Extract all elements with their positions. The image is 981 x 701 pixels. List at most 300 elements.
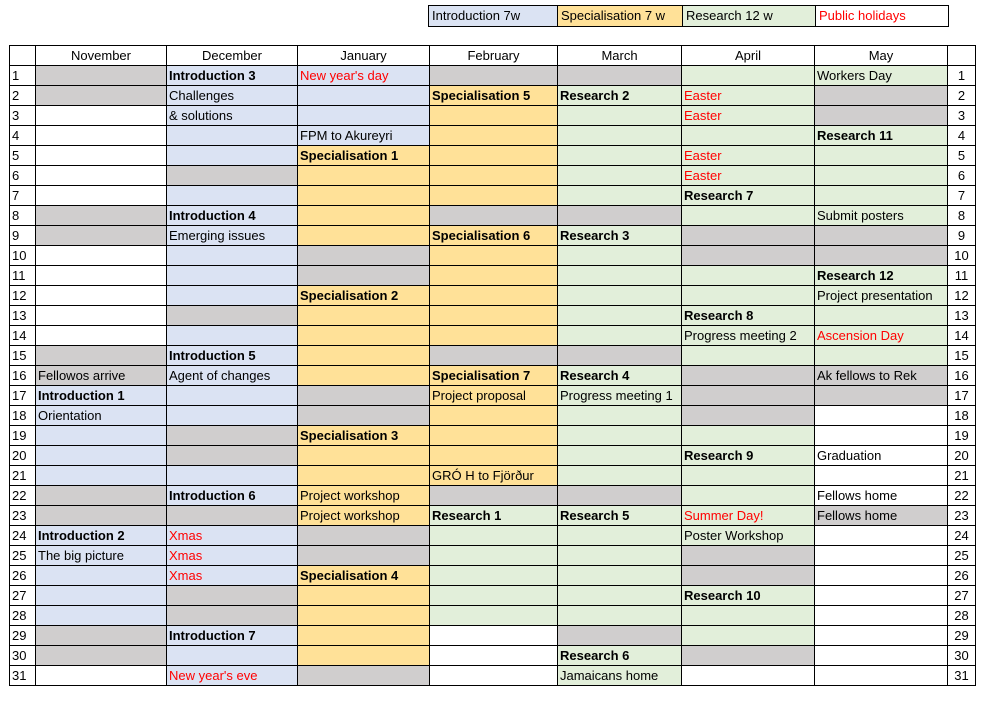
cell-february-29[interactable] [430,626,558,646]
cell-december-13[interactable] [167,306,298,326]
day-number-left[interactable]: 6 [10,166,36,186]
cell-february-18[interactable] [430,406,558,426]
cell-january-21[interactable] [298,466,430,486]
cell-january-15[interactable] [298,346,430,366]
day-number-right[interactable]: 14 [948,326,976,346]
cell-april-7[interactable]: Research 7 [682,186,815,206]
cell-march-18[interactable] [558,406,682,426]
cell-may-12[interactable]: Project presentation [815,286,948,306]
cell-december-9[interactable]: Emerging issues [167,226,298,246]
cell-february-9[interactable]: Specialisation 6 [430,226,558,246]
cell-november-14[interactable] [36,326,167,346]
day-number-left[interactable]: 25 [10,546,36,566]
cell-january-29[interactable] [298,626,430,646]
cell-november-28[interactable] [36,606,167,626]
cell-february-3[interactable] [430,106,558,126]
day-number-left[interactable]: 3 [10,106,36,126]
cell-february-14[interactable] [430,326,558,346]
day-number-right[interactable]: 2 [948,86,976,106]
cell-december-12[interactable] [167,286,298,306]
day-number-right[interactable]: 27 [948,586,976,606]
legend-item-introduction-7w[interactable]: Introduction 7w [429,6,558,26]
day-number-left[interactable]: 30 [10,646,36,666]
cell-march-25[interactable] [558,546,682,566]
day-number-left[interactable]: 26 [10,566,36,586]
cell-may-25[interactable] [815,546,948,566]
table-row [10,126,976,146]
cell-january-4[interactable]: FPM to Akureyri [298,126,430,146]
day-number-right[interactable]: 24 [948,526,976,546]
day-number-left[interactable]: 5 [10,146,36,166]
cell-may-14[interactable]: Ascension Day [815,326,948,346]
cell-april-17[interactable] [682,386,815,406]
cell-january-25[interactable] [298,546,430,566]
cell-december-30[interactable] [167,646,298,666]
cell-march-20[interactable] [558,446,682,466]
cell-january-24[interactable] [298,526,430,546]
cell-april-9[interactable] [682,226,815,246]
cell-april-18[interactable] [682,406,815,426]
cell-january-9[interactable] [298,226,430,246]
cell-december-18[interactable] [167,406,298,426]
cell-february-4[interactable] [430,126,558,146]
cell-april-26[interactable] [682,566,815,586]
day-number-left[interactable]: 7 [10,186,36,206]
cell-may-9[interactable] [815,226,948,246]
cell-may-23[interactable]: Fellows home [815,506,948,526]
cell-march-30[interactable]: Research 6 [558,646,682,666]
cell-april-11[interactable] [682,266,815,286]
legend-item-public-holidays[interactable]: Public holidays [816,6,949,26]
cell-march-14[interactable] [558,326,682,346]
day-number-right[interactable]: 18 [948,406,976,426]
cell-november-26[interactable] [36,566,167,586]
cell-march-7[interactable] [558,186,682,206]
cell-march-22[interactable] [558,486,682,506]
cell-may-10[interactable] [815,246,948,266]
cell-april-23[interactable]: Summer Day! [682,506,815,526]
day-number-left[interactable]: 20 [10,446,36,466]
day-number-right[interactable]: 16 [948,366,976,386]
month-header-may[interactable]: May [815,46,948,66]
cell-march-1[interactable] [558,66,682,86]
cell-may-8[interactable]: Submit posters [815,206,948,226]
day-number-right[interactable]: 10 [948,246,976,266]
cell-january-20[interactable] [298,446,430,466]
day-number-left[interactable]: 15 [10,346,36,366]
cell-december-11[interactable] [167,266,298,286]
cell-december-10[interactable] [167,246,298,266]
cell-march-8[interactable] [558,206,682,226]
cell-february-16[interactable]: Specialisation 7 [430,366,558,386]
cell-may-13[interactable] [815,306,948,326]
cell-february-13[interactable] [430,306,558,326]
cell-november-20[interactable] [36,446,167,466]
cell-november-25[interactable]: The big picture [36,546,167,566]
day-number-left[interactable]: 12 [10,286,36,306]
cell-february-8[interactable] [430,206,558,226]
cell-february-27[interactable] [430,586,558,606]
cell-may-26[interactable] [815,566,948,586]
month-header-row [10,46,976,66]
month-header-april[interactable]: April [682,46,815,66]
cell-december-16[interactable]: Agent of changes [167,366,298,386]
cell-february-10[interactable] [430,246,558,266]
cell-november-8[interactable] [36,206,167,226]
day-number-right[interactable]: 3 [948,106,976,126]
table-row [10,566,976,586]
cell-april-8[interactable] [682,206,815,226]
cell-november-22[interactable] [36,486,167,506]
cell-january-17[interactable] [298,386,430,406]
day-number-left[interactable]: 14 [10,326,36,346]
day-number-right[interactable]: 12 [948,286,976,306]
cell-december-19[interactable] [167,426,298,446]
cell-january-23[interactable]: Project workshop [298,506,430,526]
cell-february-31[interactable] [430,666,558,686]
cell-december-5[interactable] [167,146,298,166]
cell-december-8[interactable]: Introduction 4 [167,206,298,226]
cell-march-3[interactable] [558,106,682,126]
cell-january-11[interactable] [298,266,430,286]
table-row [10,646,976,666]
cell-february-21[interactable]: GRÓ H to Fjörður [430,466,558,486]
cell-january-31[interactable] [298,666,430,686]
cell-april-24[interactable]: Poster Workshop [682,526,815,546]
cell-december-6[interactable] [167,166,298,186]
cell-february-25[interactable] [430,546,558,566]
cell-february-28[interactable] [430,606,558,626]
cell-march-17[interactable]: Progress meeting 1 [558,386,682,406]
cell-may-3[interactable] [815,106,948,126]
day-number-right[interactable]: 21 [948,466,976,486]
cell-march-2[interactable]: Research 2 [558,86,682,106]
cell-december-29[interactable]: Introduction 7 [167,626,298,646]
cell-may-7[interactable] [815,186,948,206]
cell-january-8[interactable] [298,206,430,226]
cell-december-22[interactable]: Introduction 6 [167,486,298,506]
cell-march-15[interactable] [558,346,682,366]
cell-january-18[interactable] [298,406,430,426]
cell-november-15[interactable] [36,346,167,366]
cell-march-24[interactable] [558,526,682,546]
cell-february-12[interactable] [430,286,558,306]
legend-item-research-12-w[interactable]: Research 12 w [683,6,816,26]
cell-march-29[interactable] [558,626,682,646]
day-number-left[interactable]: 4 [10,126,36,146]
cell-february-26[interactable] [430,566,558,586]
table-row [10,286,976,306]
cell-december-1[interactable]: Introduction 3 [167,66,298,86]
cell-march-31[interactable]: Jamaicans home [558,666,682,686]
cell-december-24[interactable]: Xmas [167,526,298,546]
cell-december-23[interactable] [167,506,298,526]
cell-february-20[interactable] [430,446,558,466]
cell-november-2[interactable] [36,86,167,106]
cell-march-4[interactable] [558,126,682,146]
cell-april-29[interactable] [682,626,815,646]
cell-may-18[interactable] [815,406,948,426]
cell-april-25[interactable] [682,546,815,566]
cell-april-21[interactable] [682,466,815,486]
cell-january-16[interactable] [298,366,430,386]
cell-december-3[interactable]: & solutions [167,106,298,126]
cell-december-7[interactable] [167,186,298,206]
cell-march-23[interactable]: Research 5 [558,506,682,526]
cell-may-20[interactable]: Graduation [815,446,948,466]
cell-december-17[interactable] [167,386,298,406]
cell-december-25[interactable]: Xmas [167,546,298,566]
day-number-left[interactable]: 9 [10,226,36,246]
day-number-left[interactable]: 28 [10,606,36,626]
cell-november-27[interactable] [36,586,167,606]
day-number-right[interactable]: 5 [948,146,976,166]
cell-march-28[interactable] [558,606,682,626]
cell-january-12[interactable]: Specialisation 2 [298,286,430,306]
cell-november-18[interactable]: Orientation [36,406,167,426]
day-number-left[interactable]: 22 [10,486,36,506]
day-number-left[interactable]: 16 [10,366,36,386]
cell-may-16[interactable]: Ak fellows to Rek [815,366,948,386]
cell-november-4[interactable] [36,126,167,146]
day-number-right[interactable]: 31 [948,666,976,686]
cell-february-24[interactable] [430,526,558,546]
cell-april-4[interactable] [682,126,815,146]
table-row [10,626,976,646]
day-number-right[interactable]: 23 [948,506,976,526]
day-number-left[interactable]: 2 [10,86,36,106]
cell-november-5[interactable] [36,146,167,166]
day-number-right[interactable]: 1 [948,66,976,86]
cell-january-5[interactable]: Specialisation 1 [298,146,430,166]
cell-march-26[interactable] [558,566,682,586]
day-number-right[interactable]: 8 [948,206,976,226]
cell-may-21[interactable] [815,466,948,486]
cell-march-21[interactable] [558,466,682,486]
cell-december-31[interactable]: New year's eve [167,666,298,686]
cell-february-17[interactable]: Project proposal [430,386,558,406]
legend-item-specialisation-7-w[interactable]: Specialisation 7 w [558,6,683,26]
month-header-march[interactable]: March [558,46,682,66]
cell-may-2[interactable] [815,86,948,106]
day-number-right[interactable]: 9 [948,226,976,246]
cell-december-20[interactable] [167,446,298,466]
day-number-right[interactable]: 4 [948,126,976,146]
cell-april-15[interactable] [682,346,815,366]
cell-december-14[interactable] [167,326,298,346]
cell-november-12[interactable] [36,286,167,306]
cell-january-7[interactable] [298,186,430,206]
day-number-left[interactable]: 21 [10,466,36,486]
cell-november-21[interactable] [36,466,167,486]
cell-march-13[interactable] [558,306,682,326]
day-number-right[interactable]: 11 [948,266,976,286]
cell-april-31[interactable] [682,666,815,686]
cell-april-16[interactable] [682,366,815,386]
day-number-right[interactable]: 19 [948,426,976,446]
cell-november-19[interactable] [36,426,167,446]
cell-january-3[interactable] [298,106,430,126]
cell-february-15[interactable] [430,346,558,366]
month-header-january[interactable]: January [298,46,430,66]
cell-february-11[interactable] [430,266,558,286]
cell-may-6[interactable] [815,166,948,186]
table-row [10,226,976,246]
day-number-right[interactable]: 26 [948,566,976,586]
cell-november-10[interactable] [36,246,167,266]
table-row [10,466,976,486]
day-number-right[interactable]: 20 [948,446,976,466]
day-number-left[interactable]: 10 [10,246,36,266]
cell-february-19[interactable] [430,426,558,446]
cell-november-11[interactable] [36,266,167,286]
cell-november-30[interactable] [36,646,167,666]
cell-december-26[interactable]: Xmas [167,566,298,586]
day-number-right[interactable]: 15 [948,346,976,366]
cell-november-1[interactable] [36,66,167,86]
day-number-left[interactable]: 31 [10,666,36,686]
cell-april-1[interactable] [682,66,815,86]
month-header-november[interactable]: November [36,46,167,66]
cell-march-19[interactable] [558,426,682,446]
cell-february-1[interactable] [430,66,558,86]
cell-january-1[interactable]: New year's day [298,66,430,86]
cell-january-13[interactable] [298,306,430,326]
day-number-left[interactable]: 11 [10,266,36,286]
cell-may-30[interactable] [815,646,948,666]
cell-may-11[interactable]: Research 12 [815,266,948,286]
cell-february-23[interactable]: Research 1 [430,506,558,526]
cell-november-29[interactable] [36,626,167,646]
table-row [10,406,976,426]
day-number-right[interactable]: 6 [948,166,976,186]
cell-january-22[interactable]: Project workshop [298,486,430,506]
cell-april-3[interactable]: Easter [682,106,815,126]
day-number-right[interactable]: 25 [948,546,976,566]
day-number-left[interactable]: 24 [10,526,36,546]
cell-january-28[interactable] [298,606,430,626]
cell-november-13[interactable] [36,306,167,326]
cell-december-28[interactable] [167,606,298,626]
day-number-left[interactable]: 8 [10,206,36,226]
cell-may-17[interactable] [815,386,948,406]
day-number-right[interactable]: 29 [948,626,976,646]
cell-december-27[interactable] [167,586,298,606]
cell-may-22[interactable]: Fellows home [815,486,948,506]
day-number-left[interactable]: 29 [10,626,36,646]
day-number-right[interactable]: 17 [948,386,976,406]
cell-february-22[interactable] [430,486,558,506]
cell-december-4[interactable] [167,126,298,146]
cell-march-5[interactable] [558,146,682,166]
cell-april-20[interactable]: Research 9 [682,446,815,466]
cell-february-5[interactable] [430,146,558,166]
cell-november-24[interactable]: Introduction 2 [36,526,167,546]
cell-may-19[interactable] [815,426,948,446]
cell-may-24[interactable] [815,526,948,546]
cell-january-30[interactable] [298,646,430,666]
cell-may-15[interactable] [815,346,948,366]
cell-march-16[interactable]: Research 4 [558,366,682,386]
day-number-right[interactable]: 28 [948,606,976,626]
cell-december-15[interactable]: Introduction 5 [167,346,298,366]
cell-may-31[interactable] [815,666,948,686]
cell-december-21[interactable] [167,466,298,486]
cell-november-31[interactable] [36,666,167,686]
cell-january-6[interactable] [298,166,430,186]
cell-march-27[interactable] [558,586,682,606]
cell-january-19[interactable]: Specialisation 3 [298,426,430,446]
cell-april-10[interactable] [682,246,815,266]
cell-may-1[interactable]: Workers Day [815,66,948,86]
cell-december-2[interactable]: Challenges [167,86,298,106]
cell-january-27[interactable] [298,586,430,606]
cell-april-30[interactable] [682,646,815,666]
cell-february-30[interactable] [430,646,558,666]
cell-may-4[interactable]: Research 11 [815,126,948,146]
cell-november-16[interactable]: Fellowos arrive [36,366,167,386]
cell-february-2[interactable]: Specialisation 5 [430,86,558,106]
cell-april-13[interactable]: Research 8 [682,306,815,326]
cell-may-5[interactable] [815,146,948,166]
cell-november-17[interactable]: Introduction 1 [36,386,167,406]
cell-november-23[interactable] [36,506,167,526]
cell-may-27[interactable] [815,586,948,606]
cell-january-2[interactable] [298,86,430,106]
cell-march-6[interactable] [558,166,682,186]
cell-april-12[interactable] [682,286,815,306]
cell-march-12[interactable] [558,286,682,306]
cell-april-28[interactable] [682,606,815,626]
cell-march-9[interactable]: Research 3 [558,226,682,246]
cell-november-3[interactable] [36,106,167,126]
cell-march-10[interactable] [558,246,682,266]
day-number-right[interactable]: 13 [948,306,976,326]
day-number-left[interactable]: 23 [10,506,36,526]
cell-may-28[interactable] [815,606,948,626]
day-number-right[interactable]: 7 [948,186,976,206]
cell-april-27[interactable]: Research 10 [682,586,815,606]
cell-february-6[interactable] [430,166,558,186]
day-number-right[interactable]: 30 [948,646,976,666]
day-number-right[interactable]: 22 [948,486,976,506]
cell-april-22[interactable] [682,486,815,506]
cell-may-29[interactable] [815,626,948,646]
cell-april-6[interactable]: Easter [682,166,815,186]
cell-january-10[interactable] [298,246,430,266]
cell-april-2[interactable]: Easter [682,86,815,106]
cell-march-11[interactable] [558,266,682,286]
day-number-left[interactable]: 18 [10,406,36,426]
day-number-left[interactable]: 13 [10,306,36,326]
day-number-left[interactable]: 1 [10,66,36,86]
month-header-december[interactable]: December [167,46,298,66]
day-number-left[interactable]: 27 [10,586,36,606]
cell-february-7[interactable] [430,186,558,206]
cell-april-19[interactable] [682,426,815,446]
cell-april-5[interactable]: Easter [682,146,815,166]
cell-november-6[interactable] [36,166,167,186]
cell-january-14[interactable] [298,326,430,346]
cell-april-14[interactable]: Progress meeting 2 [682,326,815,346]
cell-january-26[interactable]: Specialisation 4 [298,566,430,586]
day-number-left[interactable]: 17 [10,386,36,406]
cell-november-7[interactable] [36,186,167,206]
day-number-left[interactable]: 19 [10,426,36,446]
cell-november-9[interactable] [36,226,167,246]
month-header-february[interactable]: February [430,46,558,66]
table-row [10,66,976,86]
